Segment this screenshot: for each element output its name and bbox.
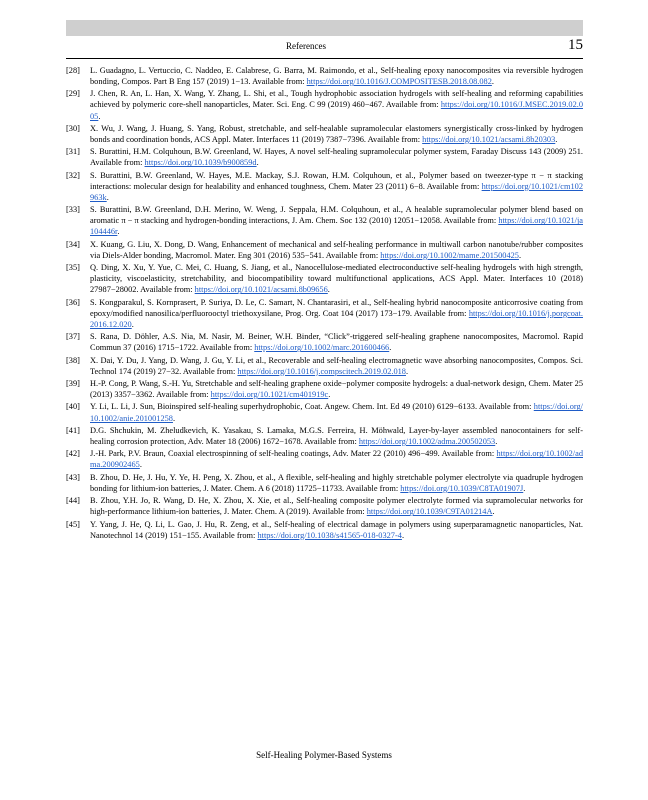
reference-text: Y. Yang, J. He, Q. Li, L. Gao, J. Hu, R. Zeng, et al., Self-healing of electrical damage in polymers using superparamagnetic nanoparticles, Nat. Nanotechnol 14 (2019) 151−155. Available from: [90,519,583,540]
reference-number: [40] [66,402,80,412]
reference-number: [32] [66,170,80,180]
reference-item [66,331,583,353]
reference-item [66,448,583,470]
reference-suffix: . [328,390,331,400]
reference-item [66,239,583,261]
reference-suffix: . [106,192,109,202]
doi-link[interactable]: https://doi.org/10.1002/adma.200902465 [90,449,583,470]
reference-number: [28] [66,66,80,75]
reference-text: X. Wu, J. Wang, J. Huang, S. Yang, Robust, stretchable, and self-healable supramolecular elastomers synergistically cross-linked by hydrogen bonds and coordination bonds, ACS Appl. Mater. Interfaces 11 (2019) 7387−7396. Available from: [90,123,583,144]
reference-suffix: . [401,530,405,540]
reference-item [66,297,583,330]
reference-suffix: . [518,250,522,260]
doi-link[interactable]: https://doi.org/10.1016/j.compscitech.2019.02.018 [237,366,406,376]
reference-text: S. Rana, D. Döhler, A.S. Nia, M. Nasir, M. Beiner, W.H. Binder, “Click”-triggered self-healing graphene nanocomposites, Macromol. Rapid Commun 37 (2016) 1715−1722. Available from: [90,332,583,353]
doi-link[interactable]: https://doi.org/10.1016/J.COMPOSITESB.2018.08.082 [306,77,492,87]
reference-number: [44] [66,496,80,506]
header-rule [66,58,583,59]
reference-item [66,170,583,203]
reference-number: [37] [66,332,80,342]
reference-item [66,495,583,517]
reference-suffix: . [389,343,392,353]
reference-item [66,146,583,168]
reference-item [66,204,583,237]
doi-link[interactable]: https://doi.org/10.1021/ja104446r [90,216,583,237]
reference-suffix: . [492,507,495,517]
reference-number: [35] [66,263,80,273]
doi-link[interactable]: https://doi.org/10.1002/mame.201500425 [380,250,519,260]
reference-text: X. Dai, Y. Du, J. Yang, D. Wang, J. Gu, Y. Li, et al., Recoverable and self-healing electromagnetic wave absorbing nanocomposites, Compos. Sci. Technol 174 (2019) 27−32. Available from: [90,355,583,376]
reference-suffix: . [98,111,101,121]
reference-number: [29] [66,89,80,99]
book-title-footer: Self-Healing Polymer-Based Systems [256,750,392,760]
reference-suffix: . [256,158,259,168]
reference-text: S. Burattini, B.W. Greenland, D.H. Merino, W. Weng, J. Seppala, H.M. Colquhoun, et al., A healable supramolecular polymer blend based on aromatic π − π stacking and hydrogen-bonding interactions, J. Am. Chem. Soc 132 (2010) 12051−12058. Available from: [90,205,583,226]
reference-text: Y. Li, L. Li, J. Sun, Bioinspired self-healing superhydrophobic, Coat. Angew. Chem. Int. Ed 49 (2010) 6129−6133. Available from: [90,402,534,412]
reference-text: S. Kongparakul, S. Kornprasert, P. Suriya, D. Le, C. Samart, N. Chantarasiri, et al., Self-healing hybrid nanocomposite anticorrosive coating from epoxy/modified nanosilica/perfluorooctyl triethoxysilane, Prog. Org. Coat 104 (2017) 173−179. Available from: [90,297,583,318]
doi-link[interactable]: https://doi.org/10.1021/acsami.8b20303 [422,134,556,144]
doi-link[interactable]: https://doi.org/10.1016/j.porgcoat.2016.12.020 [90,308,583,329]
reference-item [66,472,583,494]
reference-number: [45] [66,519,80,529]
reference-suffix: . [523,483,526,493]
reference-suffix: . [117,227,120,237]
reference-suffix: . [405,366,409,376]
reference-number: [31] [66,147,80,157]
section-title: References [286,41,326,51]
reference-suffix: . [327,285,330,295]
running-header [66,37,583,57]
doi-link[interactable]: https://doi.org/10.1002/anie.201001258 [90,402,583,423]
reference-suffix: . [172,413,176,423]
doi-link[interactable]: https://doi.org/10.1002/marc.201600466 [254,343,390,353]
doi-link[interactable]: https://doi.org/10.1021/acsami.8b09656 [194,285,328,295]
header-bar [66,20,583,36]
doi-link[interactable]: https://doi.org/10.1039/C8TA01907J [400,483,524,493]
reference-suffix: . [495,436,498,446]
reference-number: [39] [66,379,80,389]
doi-link[interactable]: https://doi.org/10.1002/adma.200502053 [358,436,496,446]
reference-text: Q. Ding, X. Xu, Y. Yue, C. Mei, C. Huang, S. Jiang, et al., Nanocellulose-mediated electroconductive self-healing hydrogels with high strength, plasticity, viscoelasticity, stretchability, and biocompatibility toward multifunctional applications, ACS Appl. Mater. Interfaces 10 (2018) 27987−28002. Available from: [90,263,583,295]
doi-link[interactable]: https://doi.org/10.1039/b900859d [144,158,257,168]
reference-item [66,401,583,423]
reference-number: [34] [66,239,80,249]
reference-item [66,355,583,377]
reference-text: J. Chen, R. An, L. Han, X. Wang, Y. Zhang, L. Shi, et al., Tough hydrophobic association hydrogels with self-healing and reforming capabilities achieved by polymeric core-shell nanoparticles, Mater. Sci. Eng. C 99 (2019) 460−467. Available from: [90,89,583,110]
doi-link[interactable]: https://doi.org/10.1021/cm102963k [90,181,583,202]
reference-text: B. Zhou, Y.H. Jo, R. Wang, D. He, X. Zhou, X. Xie, et al., Self-healing composite polymer electrolyte formed via supramolecular networks for high-performance lithium-ion batteries, J. Mater. Chem. A (2019). Available from: [90,496,583,517]
reference-text: S. Burattini, B.W. Greenland, W. Hayes, M.E. Mackay, S.J. Rowan, H.M. Colquhoun, et al., Polymer based on tweezer-type π − π stacking interactions: molecular design for healability and enhanced toughness, Chem. Mater 23 (2011) 6−8. Available from: [90,170,583,191]
doi-link[interactable]: https://doi.org/10.1016/J.MSEC.2019.02.005 [90,100,583,121]
reference-item [66,65,583,87]
reference-suffix: . [491,77,494,87]
reference-suffix: . [131,319,134,329]
reference-number: [30] [66,123,80,133]
reference-text: B. Zhou, D. He, J. Hu, Y. Ye, H. Peng, X. Zhou, et al., A flexible, self-healing and highly stretchable polymer electrolyte via quadruple hydrogen bonding for lithium-ion batteries, J. Mater. Chem. A 6 (2018) 11725−11733. Available from: [90,472,583,493]
reference-text: J.-H. Park, P.V. Braun, Coaxial electrospinning of self-healing coatings, Adv. Mater 22 (2010) 496−499. Available from: [90,449,497,459]
reference-number: [38] [66,355,80,365]
reference-number: [33] [66,205,80,215]
doi-link[interactable]: https://doi.org/10.1021/cm401919c [210,390,329,400]
reference-text: H.-P. Cong, P. Wang, S.-H. Yu, Stretchable and self-healing graphene oxide−polymer composite hydrogels: a dual-network design, Chem. Mater 25 (2013) 3357−3362. Available from: [90,379,583,400]
reference-item [66,519,583,541]
reference-text: L. Guadagno, L. Vertuccio, C. Naddeo, E. Calabrese, G. Barra, M. Raimondo, et al., Self-healing epoxy nanocomposites via reversible hydrogen bonding, Compos. Part B Eng 157 (2019) 1−13. Available from: [90,66,583,87]
reference-text: D.G. Shchukin, M. Zheludkevich, K. Yasakau, S. Lamaka, M.G.S. Ferreira, H. Möhwald, Layer-by-layer assembled nanocontainers for self-healing corrosion protection, Adv. Mater 18 (2006) 1672−1678. Available from: [90,425,583,446]
reference-text: X. Kuang, G. Liu, X. Dong, D. Wang, Enhancement of mechanical and self-healing performance in multiwall carbon nanotube/rubber composites via Diels-Alder bonding, Macromol. Mater. Eng 301 (2016) 535−541. Available from: [90,239,583,260]
page-number: 15 [568,37,583,53]
reference-item [66,378,583,400]
reference-item [66,123,583,145]
reference-number: [41] [66,425,80,435]
reference-item [66,262,583,295]
reference-suffix: . [555,134,558,144]
reference-suffix: . [139,460,142,470]
reference-item [66,88,583,121]
doi-link[interactable]: https://doi.org/10.1039/C9TA01214A [366,507,493,517]
reference-number: [43] [66,472,80,482]
reference-text: S. Burattini, H.M. Colquhoun, B.W. Greenland, W. Hayes, A novel self-healing supramolecular polymer system, Faraday Discuss 143 (2009) 251. Available from: [90,147,583,168]
reference-number: [36] [66,297,80,307]
reference-number: [42] [66,449,80,459]
doi-link[interactable]: https://doi.org/10.1038/s41565-018-0327-4 [257,530,402,540]
reference-item [66,425,583,447]
reference-list [66,65,583,542]
